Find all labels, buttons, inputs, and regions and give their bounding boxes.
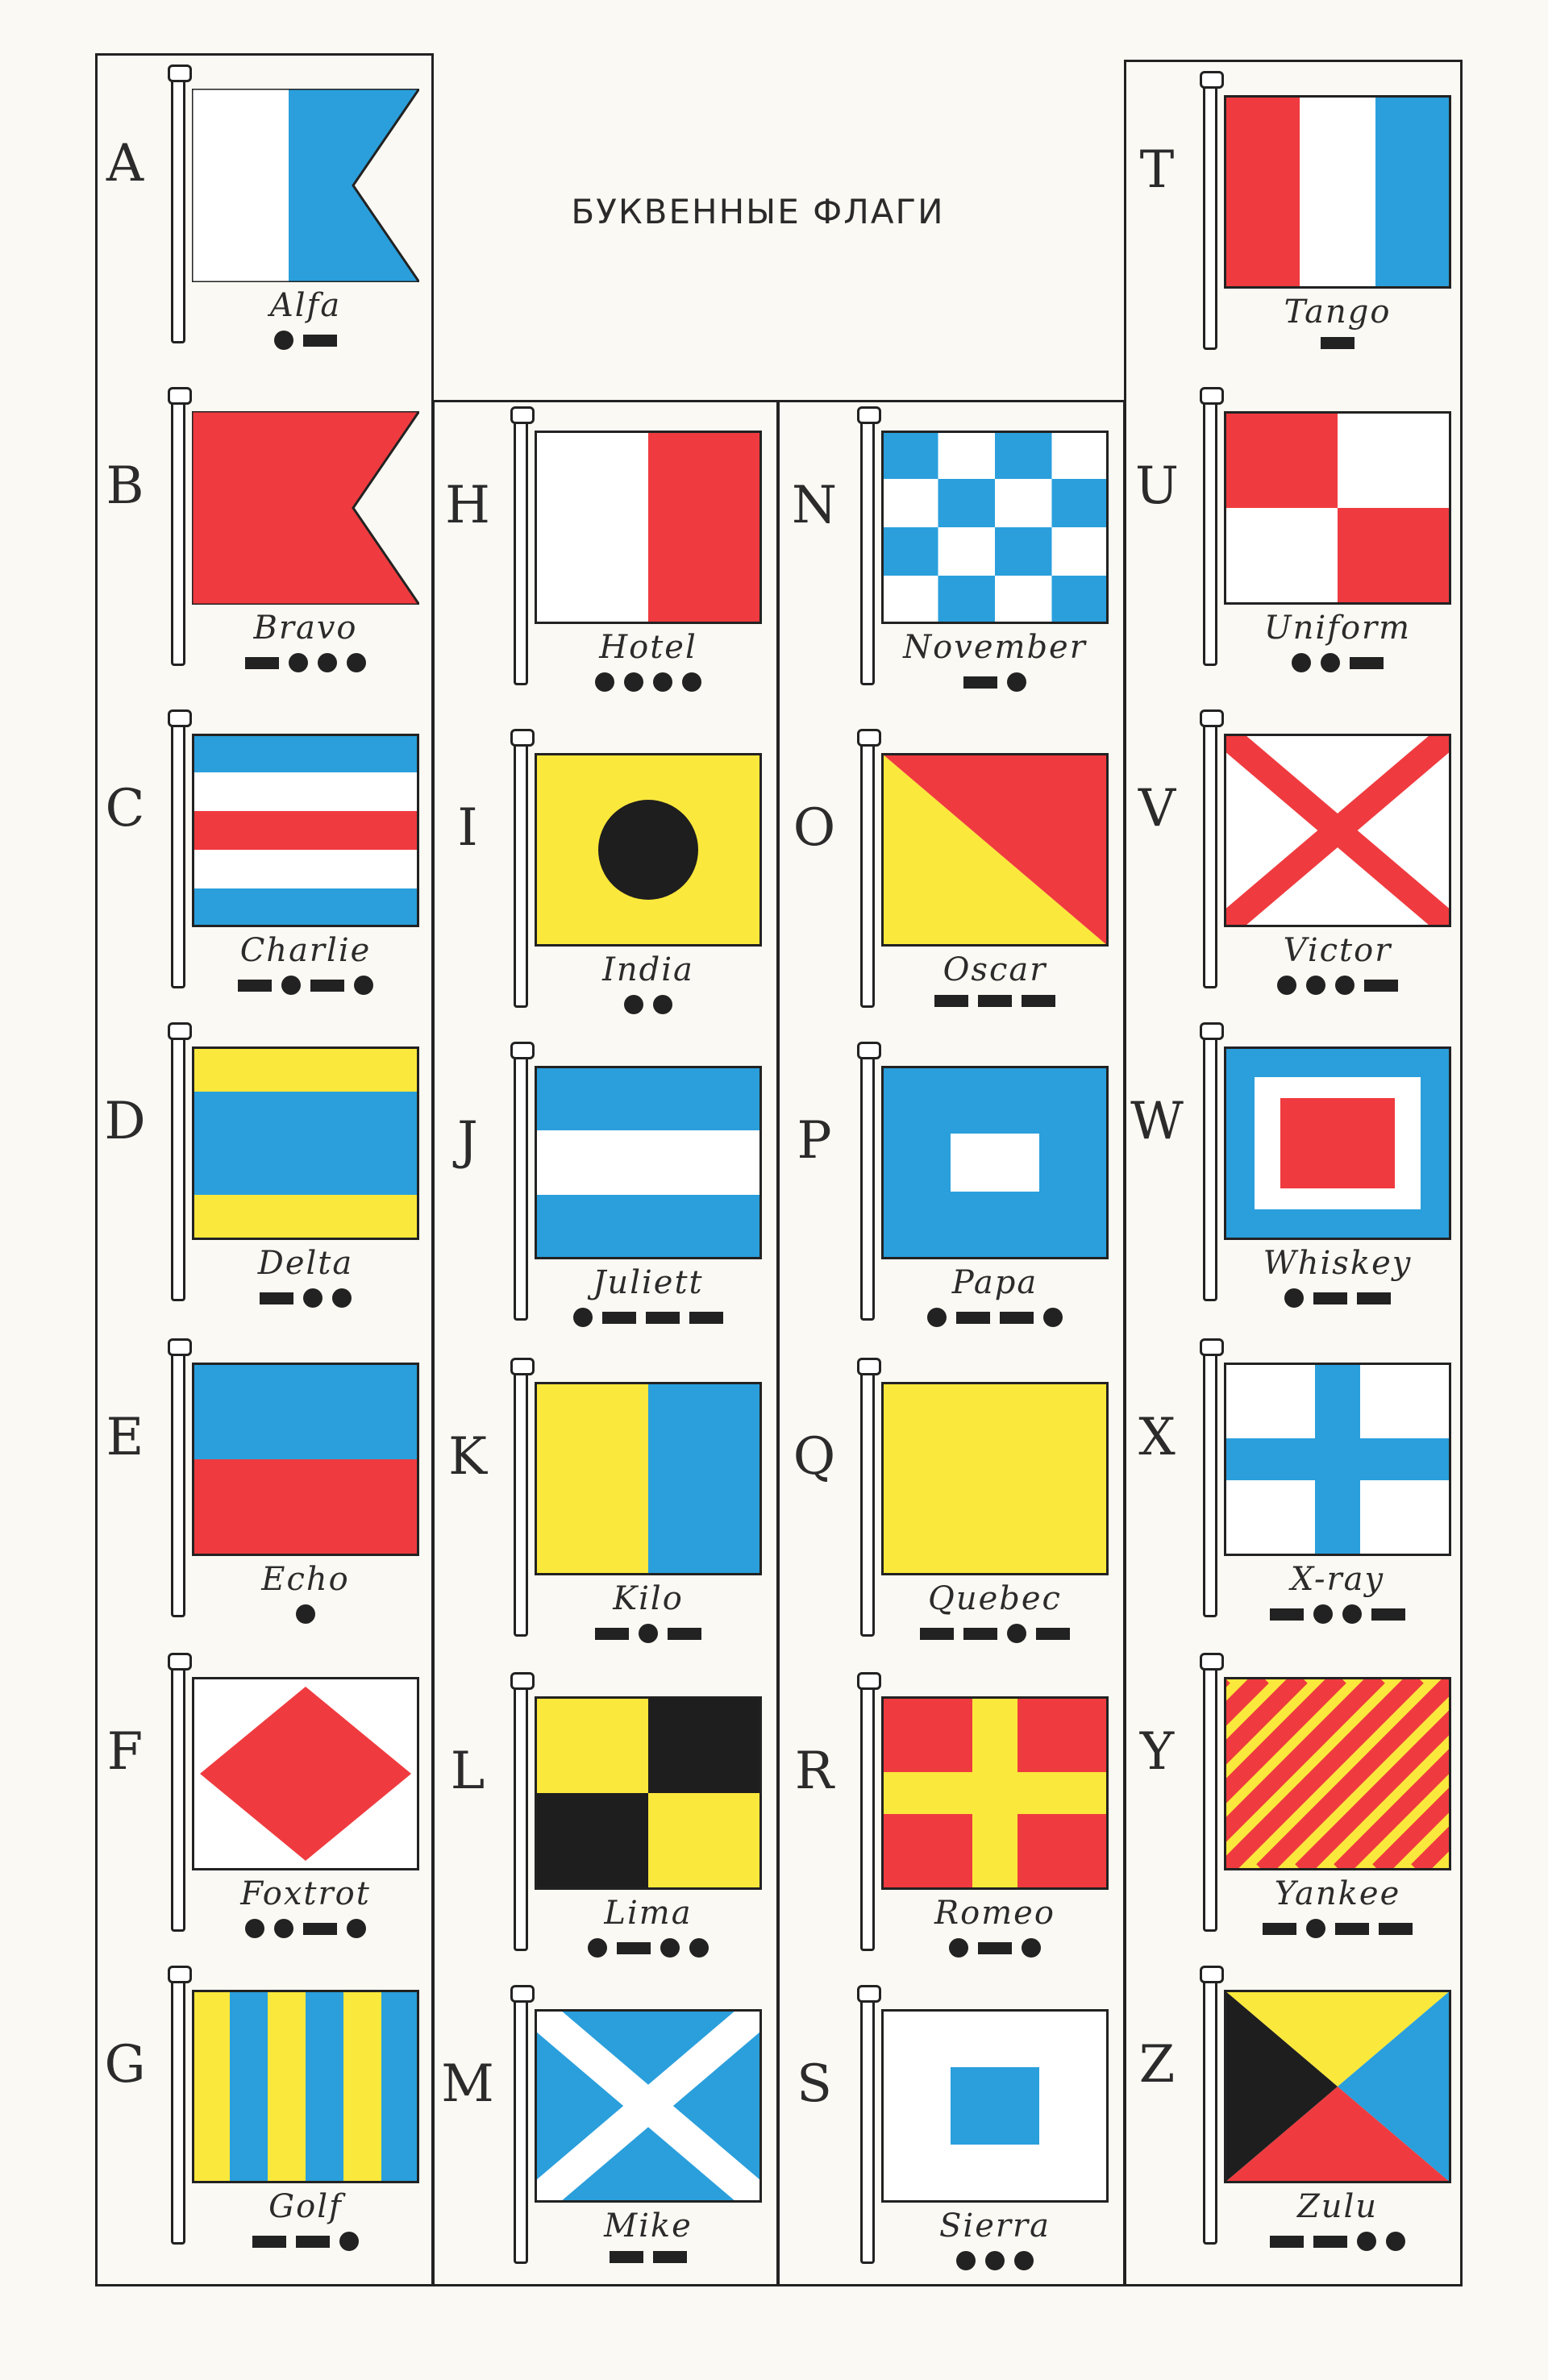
flag-cell-n — [786, 402, 1125, 718]
flag-name: Uniform — [1263, 610, 1412, 647]
morse-dot — [573, 1308, 593, 1327]
morse-dash — [1357, 1292, 1391, 1304]
flagpole — [860, 1680, 875, 1951]
flag-letter: G — [104, 2035, 146, 2095]
morse-dot — [595, 672, 614, 692]
flag-name: Hotel — [599, 629, 697, 666]
morse-dash — [1270, 1608, 1304, 1621]
morse-dot — [1342, 1604, 1362, 1624]
flag-name: Tango — [1284, 293, 1392, 331]
flag-name: Papa — [951, 1264, 1038, 1301]
morse-dot — [1007, 672, 1026, 692]
morse-dot — [318, 653, 337, 672]
morse-dot — [274, 331, 293, 350]
morse-dash — [963, 676, 997, 689]
flag-letter: S — [797, 2054, 832, 2114]
flagpole-finial — [510, 1985, 535, 2003]
morse-code — [192, 2232, 419, 2251]
flagpole — [860, 737, 875, 1008]
morse-dash — [1321, 337, 1354, 349]
flagpole-finial — [1200, 1966, 1224, 1983]
morse-dash — [920, 1628, 954, 1640]
flagpole-finial — [857, 1042, 881, 1059]
morse-dot — [653, 672, 672, 692]
flagpole-finial — [857, 729, 881, 747]
flag-name: Golf — [268, 2188, 343, 2225]
signal-flag-y — [1224, 1677, 1451, 1870]
morse-code — [192, 1919, 419, 1938]
morse-code — [535, 1624, 762, 1643]
flag-letter: D — [104, 1092, 146, 1151]
morse-dash — [1364, 980, 1398, 992]
signal-flag-c — [192, 734, 419, 927]
morse-dash — [252, 2236, 286, 2248]
morse-dot — [339, 2232, 359, 2251]
flag-letter: K — [448, 1427, 487, 1487]
flag-name: India — [602, 951, 694, 988]
flag-letter: U — [1135, 456, 1179, 516]
morse-dash — [1263, 1923, 1296, 1935]
flagpole-finial — [857, 406, 881, 424]
flag-name: Kilo — [613, 1580, 684, 1617]
signal-flag-q — [881, 1382, 1109, 1575]
flag-cell-q — [786, 1353, 1125, 1669]
flagpole — [860, 1050, 875, 1321]
flag-cell-r — [786, 1667, 1125, 1983]
flagpole — [1203, 395, 1217, 666]
flagpole — [1203, 1974, 1217, 2245]
morse-dash — [963, 1628, 997, 1640]
morse-dash — [1371, 1608, 1405, 1621]
morse-dash — [1379, 1923, 1413, 1935]
flag-letter: R — [794, 1741, 834, 1801]
signal-flag-m — [535, 2009, 762, 2203]
signal-flag-v — [1224, 734, 1451, 927]
morse-dash — [245, 657, 279, 669]
morse-dot — [347, 1919, 366, 1938]
signal-flag-u — [1224, 411, 1451, 605]
flag-name: Foxtrot — [240, 1875, 371, 1912]
morse-dash — [1022, 995, 1055, 1007]
morse-code — [1224, 1604, 1451, 1624]
morse-dot — [660, 1938, 680, 1958]
morse-dash — [617, 1942, 651, 1954]
signal-flag-l — [535, 1696, 762, 1890]
flagpole — [1203, 718, 1217, 988]
morse-code — [881, 995, 1109, 1007]
morse-dot — [296, 1604, 315, 1624]
morse-dot — [1014, 2251, 1034, 2270]
flag-cell-f — [97, 1648, 435, 1964]
flag-name: Bravo — [253, 610, 358, 647]
morse-code — [192, 1288, 419, 1308]
morse-dash — [238, 980, 272, 992]
flagpole-finial — [168, 387, 192, 405]
page-title: БУКВЕННЫЕ ФЛАГИ — [571, 192, 945, 231]
flagpole — [171, 1661, 185, 1932]
morse-dot — [245, 1919, 264, 1938]
flag-letter: X — [1138, 1408, 1176, 1467]
morse-code — [1224, 653, 1451, 672]
flagpole-finial — [1200, 1022, 1224, 1040]
flag-letter: N — [792, 476, 837, 535]
flag-letter: A — [106, 134, 144, 193]
flagpole-finial — [857, 1358, 881, 1375]
morse-code — [535, 995, 762, 1014]
morse-dot — [332, 1288, 352, 1308]
flagpole-finial — [1200, 1338, 1224, 1356]
flagpole — [1203, 79, 1217, 350]
morse-dot — [1284, 1288, 1304, 1308]
flag-name: Juliett — [593, 1264, 704, 1301]
flagpole — [514, 737, 528, 1008]
flagpole — [860, 414, 875, 685]
signal-flag-f — [192, 1677, 419, 1870]
flag-name: Alfa — [269, 287, 342, 324]
flag-letter: T — [1139, 140, 1175, 200]
flag-cell-h — [439, 402, 778, 718]
morse-dash — [595, 1628, 629, 1640]
signal-flag-o — [881, 753, 1109, 947]
flagpole-finial — [168, 64, 192, 82]
flagpole — [514, 1050, 528, 1321]
flag-letter: B — [106, 456, 144, 516]
morse-dot — [588, 1938, 607, 1958]
flagpole — [171, 1974, 185, 2245]
flag-name: Sierra — [939, 2207, 1051, 2245]
morse-code — [535, 1308, 762, 1327]
morse-dash — [1270, 2236, 1304, 2248]
morse-dot — [985, 2251, 1005, 2270]
morse-code — [1224, 337, 1451, 349]
morse-dot — [1335, 976, 1354, 995]
morse-code — [881, 1308, 1109, 1327]
flagpole-finial — [510, 1042, 535, 1059]
flagpole-finial — [857, 1985, 881, 2003]
morse-code — [535, 672, 762, 692]
morse-code — [881, 1938, 1109, 1958]
morse-code — [192, 331, 419, 350]
morse-dot — [274, 1919, 293, 1938]
morse-dash — [310, 980, 344, 992]
morse-dot — [1306, 1919, 1325, 1938]
flag-name: Victor — [1283, 932, 1392, 969]
morse-dash — [978, 995, 1012, 1007]
morse-code — [1224, 2232, 1451, 2251]
flag-cell-o — [786, 724, 1125, 1040]
signal-flag-t — [1224, 95, 1451, 289]
flagpole — [171, 73, 185, 343]
flagpole-finial — [1200, 71, 1224, 89]
flag-name: Echo — [261, 1561, 350, 1598]
morse-dot — [639, 1624, 658, 1643]
morse-dash — [689, 1312, 723, 1324]
flag-letter: C — [105, 779, 145, 838]
morse-dash — [260, 1292, 293, 1304]
morse-dot — [624, 995, 643, 1014]
flag-letter: L — [450, 1741, 485, 1801]
morse-code — [192, 976, 419, 995]
morse-code — [881, 672, 1109, 692]
flagpole-finial — [168, 1338, 192, 1356]
flag-cell-t — [1129, 66, 1467, 382]
morse-dash — [1335, 1923, 1369, 1935]
flagpole-finial — [510, 406, 535, 424]
signal-flag-r — [881, 1696, 1109, 1890]
flag-letter: Q — [793, 1427, 836, 1487]
morse-dot — [1277, 976, 1296, 995]
morse-dot — [1386, 2232, 1405, 2251]
flag-letter: V — [1138, 779, 1176, 838]
flag-cell-m — [439, 1980, 778, 2296]
flag-name: Oscar — [943, 951, 1047, 988]
morse-code — [535, 1938, 762, 1958]
flag-letter: P — [797, 1111, 832, 1171]
signal-flag-h — [535, 431, 762, 624]
morse-dash — [956, 1312, 990, 1324]
morse-code — [881, 1624, 1109, 1643]
morse-dash — [1350, 657, 1384, 669]
morse-dot — [303, 1288, 322, 1308]
flag-name: Charlie — [239, 932, 372, 969]
flagpole-finial — [510, 1358, 535, 1375]
signal-flag-a — [192, 89, 419, 282]
flag-cell-y — [1129, 1648, 1467, 1964]
morse-dash — [653, 2251, 687, 2263]
morse-dot — [347, 653, 366, 672]
flag-cell-a — [97, 60, 435, 376]
morse-dot — [1306, 976, 1325, 995]
morse-dot — [624, 672, 643, 692]
flag-letter: M — [441, 2054, 494, 2114]
flag-name: Delta — [257, 1245, 354, 1282]
flag-cell-l — [439, 1667, 778, 1983]
flag-name: Lima — [604, 1895, 693, 1932]
flagpole-finial — [168, 1022, 192, 1040]
morse-dash — [1000, 1312, 1034, 1324]
morse-dash — [1313, 2236, 1347, 2248]
morse-dot — [1007, 1624, 1026, 1643]
morse-dash — [610, 2251, 643, 2263]
flagpole — [171, 395, 185, 666]
morse-dash — [978, 1942, 1012, 1954]
flagpole-finial — [168, 709, 192, 727]
morse-code — [881, 2251, 1109, 2270]
morse-code — [1224, 976, 1451, 995]
flagpole-finial — [168, 1966, 192, 1983]
morse-dash — [602, 1312, 636, 1324]
flag-cell-v — [1129, 705, 1467, 1021]
flag-cell-b — [97, 382, 435, 698]
flag-letter: Y — [1139, 1722, 1175, 1782]
morse-dash — [303, 335, 337, 347]
signal-flag-p — [881, 1066, 1109, 1259]
flagpole — [171, 1346, 185, 1617]
flagpole-finial — [857, 1672, 881, 1690]
morse-dot — [354, 976, 373, 995]
morse-dot — [1043, 1308, 1063, 1327]
signal-flag-n — [881, 431, 1109, 624]
flag-cell-s — [786, 1980, 1125, 2296]
flag-letter: O — [793, 798, 836, 858]
flag-name: November — [903, 629, 1087, 666]
flag-name: Whiskey — [1263, 1245, 1413, 1282]
flag-cell-p — [786, 1037, 1125, 1353]
morse-dot — [1313, 1604, 1333, 1624]
morse-dot — [956, 2251, 976, 2270]
flag-cell-w — [1129, 1017, 1467, 1334]
flag-name: Yankee — [1274, 1875, 1401, 1912]
flag-name: Zulu — [1296, 2188, 1379, 2225]
morse-dot — [1022, 1938, 1041, 1958]
flag-cell-u — [1129, 382, 1467, 698]
signal-flag-b — [192, 411, 419, 605]
morse-dash — [296, 2236, 330, 2248]
morse-dash — [668, 1628, 701, 1640]
morse-dash — [1036, 1628, 1070, 1640]
flag-cell-g — [97, 1961, 435, 2277]
flag-name: Romeo — [934, 1895, 1055, 1932]
flag-name: Quebec — [928, 1580, 1062, 1617]
flag-letter: F — [106, 1722, 144, 1782]
flagpole — [860, 1366, 875, 1637]
signal-flag-g — [192, 1990, 419, 2183]
flagpole — [171, 1030, 185, 1301]
morse-dot — [281, 976, 301, 995]
flagpole — [1203, 1030, 1217, 1301]
flagpole — [514, 1366, 528, 1637]
flagpole-finial — [168, 1653, 192, 1671]
morse-dot — [1321, 653, 1340, 672]
morse-code — [192, 1604, 419, 1624]
flag-letter: H — [445, 476, 490, 535]
flag-cell-e — [97, 1334, 435, 1650]
morse-code — [192, 653, 419, 672]
signal-flag-j — [535, 1066, 762, 1259]
flagpole-finial — [1200, 1653, 1224, 1671]
flagpole — [860, 1993, 875, 2264]
flag-cell-x — [1129, 1334, 1467, 1650]
flag-cell-c — [97, 705, 435, 1021]
morse-dot — [289, 653, 308, 672]
flag-letter: E — [106, 1408, 144, 1467]
flag-letter: Z — [1138, 2035, 1176, 2095]
signal-flag-s — [881, 2009, 1109, 2203]
flag-letter: J — [457, 1111, 478, 1171]
signal-flag-d — [192, 1046, 419, 1240]
signal-flag-z — [1224, 1990, 1451, 2183]
morse-dash — [934, 995, 968, 1007]
signal-flag-k — [535, 1382, 762, 1575]
morse-code — [1224, 1919, 1451, 1938]
morse-dash — [1313, 1292, 1347, 1304]
morse-dash — [303, 1923, 337, 1935]
morse-dot — [949, 1938, 968, 1958]
morse-dot — [927, 1308, 947, 1327]
flagpole — [1203, 1661, 1217, 1932]
morse-dash — [646, 1312, 680, 1324]
morse-dot — [1292, 653, 1311, 672]
flag-cell-d — [97, 1017, 435, 1334]
flagpole — [1203, 1346, 1217, 1617]
signal-flag-e — [192, 1363, 419, 1556]
morse-dot — [682, 672, 701, 692]
flag-cell-z — [1129, 1961, 1467, 2277]
flagpole — [514, 1993, 528, 2264]
flag-cell-k — [439, 1353, 778, 1669]
flag-name: X-ray — [1290, 1561, 1385, 1598]
flagpole — [514, 414, 528, 685]
morse-dot — [653, 995, 672, 1014]
signal-flag-x — [1224, 1363, 1451, 1556]
flag-cell-j — [439, 1037, 778, 1353]
flag-letter: W — [1130, 1092, 1184, 1151]
signal-flag-i — [535, 753, 762, 947]
flagpole-finial — [510, 729, 535, 747]
morse-dot — [1357, 2232, 1376, 2251]
flagpole — [514, 1680, 528, 1951]
flag-name: Mike — [604, 2207, 693, 2245]
flag-letter: I — [457, 798, 478, 858]
signal-flag-w — [1224, 1046, 1451, 1240]
morse-dot — [689, 1938, 709, 1958]
morse-code — [535, 2251, 762, 2263]
flagpole-finial — [1200, 709, 1224, 727]
flagpole — [171, 718, 185, 988]
flag-cell-i — [439, 724, 778, 1040]
morse-code — [1224, 1288, 1451, 1308]
flagpole-finial — [1200, 387, 1224, 405]
flagpole-finial — [510, 1672, 535, 1690]
